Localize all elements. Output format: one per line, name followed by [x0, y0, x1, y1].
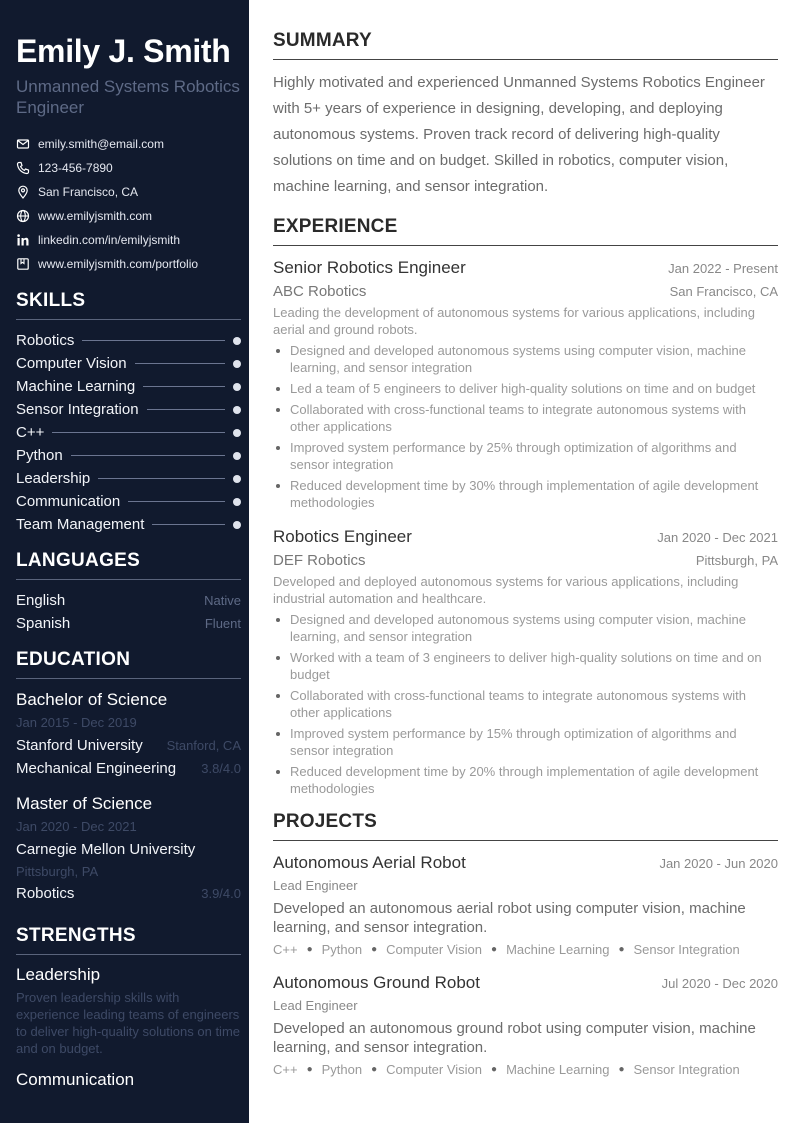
project-tag: Sensor Integration: [633, 1062, 740, 1077]
bullet-separator-icon: ●: [618, 1064, 625, 1075]
language-name: English: [16, 592, 66, 609]
education-heading: EDUCATION: [16, 649, 241, 679]
job-header: [273, 525, 778, 549]
job-location: San Francisco, CA: [669, 284, 778, 299]
main-content: [273, 30, 778, 1091]
skill-label: C++: [16, 424, 45, 441]
project-tag: C++: [273, 942, 298, 957]
project-item: [273, 971, 778, 1081]
project-tag: Computer Vision: [386, 942, 483, 957]
skill-dot: [233, 383, 241, 391]
education-school: Carnegie Mellon University: [16, 841, 196, 858]
job-title: Senior Robotics Engineer: [273, 258, 466, 277]
bullet-separator-icon: ●: [371, 1064, 378, 1075]
skill-dot: [233, 498, 241, 506]
skill-divider: [128, 501, 225, 502]
contact-portfolio-text: www.emilyjsmith.com/portfolio: [38, 257, 199, 271]
education-item: [16, 792, 241, 905]
portfolio-icon: [16, 257, 30, 271]
skills-list: [16, 329, 241, 536]
skill-item: [16, 398, 241, 421]
languages-list: [16, 589, 241, 635]
experience-item: [273, 256, 778, 511]
skill-label: Sensor Integration: [16, 401, 139, 418]
education-gpa: 3.8/4.0: [201, 761, 241, 776]
skill-item: [16, 444, 241, 467]
strength-title: Leadership: [16, 965, 101, 984]
job-bullet: Reduced development time by 20% through implementation of agile development methodologies: [273, 763, 778, 797]
education-item: [16, 688, 241, 780]
job-bullet: Led a team of 5 engineers to deliver high-quality solutions on time and on budget: [273, 380, 778, 397]
skill-label: Robotics: [16, 332, 75, 349]
bullet-separator-icon: ●: [306, 1064, 313, 1075]
job-description: Leading the development of autonomous systems for various applications, including aerial and ground robots.: [273, 305, 756, 337]
job-bullet: Worked with a team of 3 engineers to deliver high-quality solutions on time and on budget: [273, 649, 778, 683]
skill-divider: [152, 524, 225, 525]
experience-item: [273, 525, 778, 797]
strength-title: Communication: [16, 1070, 135, 1089]
project-tag: Python: [321, 942, 363, 957]
job-bullets: [273, 342, 778, 511]
project-description: Developed an autonomous ground robot using computer vision, machine learning, and sensor integration.: [273, 1020, 756, 1056]
languages-heading: LANGUAGES: [16, 550, 241, 580]
contact-phone[interactable]: [16, 156, 241, 180]
candidate-name: Emily J. Smith: [16, 33, 231, 69]
contact-location-text: San Francisco, CA: [38, 185, 139, 199]
skill-label: Computer Vision: [16, 355, 127, 372]
project-role: Lead Engineer: [273, 878, 358, 893]
strength-item: [16, 1069, 241, 1091]
education-location: Pittsburgh, PA: [16, 864, 99, 879]
project-role: Lead Engineer: [273, 998, 358, 1013]
skill-dot: [233, 360, 241, 368]
education-field: Robotics: [16, 885, 75, 902]
job-bullet: Improved system performance by 25% through optimization of algorithms and sensor integration: [273, 439, 778, 473]
skill-item: [16, 421, 241, 444]
job-bullet: Reduced development time by 30% through implementation of agile development methodologies: [273, 477, 778, 511]
contact-location: [16, 180, 241, 204]
education-dates: Jan 2015 - Dec 2019: [16, 715, 137, 730]
strength-item: [16, 964, 241, 1057]
contact-linkedin[interactable]: [16, 228, 241, 252]
skill-divider: [82, 340, 225, 341]
candidate-headline: Unmanned Systems Robotics Engineer: [16, 77, 240, 117]
contact-linkedin-text: linkedin.com/in/emilyjsmith: [38, 233, 181, 247]
skill-divider: [98, 478, 225, 479]
project-header: [273, 851, 778, 875]
language-level: Native: [204, 593, 241, 608]
job-bullets: [273, 611, 778, 797]
contact-phone-text: 123-456-7890: [38, 161, 113, 175]
education-degree: Bachelor of Science: [16, 690, 168, 709]
job-bullet: Collaborated with cross-functional teams to integrate autonomous systems with other applications: [273, 687, 778, 721]
language-item: [16, 589, 241, 612]
skill-divider: [71, 455, 225, 456]
globe-icon: [16, 209, 30, 223]
location-pin-icon: [16, 185, 30, 199]
strengths-heading: STRENGTHS: [16, 925, 241, 955]
job-bullet: Designed and developed autonomous systems using computer vision, machine learning, and sensor integration: [273, 611, 778, 645]
bullet-separator-icon: ●: [371, 944, 378, 955]
summary-heading: SUMMARY: [273, 30, 778, 60]
projects-heading: PROJECTS: [273, 811, 778, 841]
skill-item: [16, 467, 241, 490]
skill-divider: [52, 432, 225, 433]
skill-item: [16, 513, 241, 536]
project-dates: Jan 2020 - Jun 2020: [659, 856, 778, 871]
summary-text: Highly motivated and experienced Unmanned Systems Robotics Engineer with 5+ years of experience in designing, developing, and deploying autonomous systems. Proven track record of delivering high-quality solutions on time and on budget. Skilled in robotics, computer vision, machine learning, and sensor integration.: [273, 74, 765, 195]
education-school-row: [16, 838, 241, 861]
project-tag: C++: [273, 1062, 298, 1077]
job-header: [273, 256, 778, 280]
project-dates: Jul 2020 - Dec 2020: [661, 976, 778, 991]
education-degree: Master of Science: [16, 794, 153, 813]
bullet-separator-icon: ●: [618, 944, 625, 955]
job-description: Developed and deployed autonomous systems for various applications, including industrial automation and healthcare.: [273, 574, 739, 606]
job-bullet: Collaborated with cross-functional teams to integrate autonomous systems with other applications: [273, 401, 778, 435]
job-company: ABC Robotics: [273, 283, 367, 300]
experience-heading: EXPERIENCE: [273, 216, 778, 246]
job-company-row: [273, 549, 778, 573]
project-description: Developed an autonomous aerial robot using computer vision, machine learning, and sensor integration.: [273, 900, 746, 936]
project-title: Autonomous Ground Robot: [273, 973, 480, 992]
skill-divider: [147, 409, 225, 410]
job-dates: Jan 2020 - Dec 2021: [657, 530, 778, 545]
skill-item: [16, 375, 241, 398]
bullet-separator-icon: ●: [491, 1064, 498, 1075]
project-tags: [273, 1059, 778, 1081]
job-location: Pittsburgh, PA: [695, 553, 778, 568]
education-gpa: 3.9/4.0: [201, 886, 241, 901]
project-tags: [273, 939, 778, 961]
skill-label: Team Management: [16, 516, 145, 533]
skill-divider: [143, 386, 225, 387]
skill-label: Machine Learning: [16, 378, 136, 395]
education-school: Stanford University: [16, 737, 143, 754]
job-company: DEF Robotics: [273, 552, 366, 569]
skill-label: Leadership: [16, 470, 91, 487]
project-tag: Python: [321, 1062, 363, 1077]
skill-dot: [233, 521, 241, 529]
phone-icon: [16, 161, 30, 175]
skill-dot: [233, 337, 241, 345]
contact-email-text: emily.smith@email.com: [38, 137, 164, 151]
skill-label: Communication: [16, 493, 121, 510]
language-name: Spanish: [16, 615, 71, 632]
job-bullet: Improved system performance by 15% through optimization of algorithms and sensor integration: [273, 725, 778, 759]
skill-item: [16, 490, 241, 513]
skills-heading: SKILLS: [16, 290, 241, 320]
education-location: Stanford, CA: [166, 738, 241, 753]
linkedin-icon: [16, 233, 30, 247]
contact-website-text: www.emilyjsmith.com: [38, 209, 153, 223]
skill-divider: [135, 363, 225, 364]
education-school-row: [16, 734, 241, 757]
skill-item: [16, 329, 241, 352]
contact-email[interactable]: [16, 132, 241, 156]
contact-website[interactable]: [16, 204, 241, 228]
contact-portfolio[interactable]: [16, 252, 241, 276]
project-tag: Machine Learning: [506, 1062, 610, 1077]
contact-list: [16, 132, 241, 276]
language-item: [16, 612, 241, 635]
education-dates: Jan 2020 - Dec 2021: [16, 819, 137, 834]
project-header: [273, 971, 778, 995]
email-icon: [16, 137, 30, 151]
bullet-separator-icon: ●: [306, 944, 313, 955]
bullet-separator-icon: ●: [491, 944, 498, 955]
job-company-row: [273, 280, 778, 304]
job-bullet: Designed and developed autonomous systems using computer vision, machine learning, and sensor integration: [273, 342, 778, 376]
language-level: Fluent: [204, 616, 241, 631]
job-dates: Jan 2022 - Present: [668, 261, 778, 276]
project-tag: Machine Learning: [506, 942, 610, 957]
job-title: Robotics Engineer: [273, 527, 412, 546]
project-tag: Sensor Integration: [633, 942, 740, 957]
skill-dot: [233, 475, 241, 483]
skill-label: Python: [16, 447, 63, 464]
project-title: Autonomous Aerial Robot: [273, 853, 466, 872]
education-field-row: [16, 882, 241, 905]
skill-item: [16, 352, 241, 375]
project-item: [273, 851, 778, 961]
sidebar: [0, 0, 249, 1123]
skill-dot: [233, 429, 241, 437]
education-field: Mechanical Engineering: [16, 760, 177, 777]
skill-dot: [233, 452, 241, 460]
strength-description: Proven leadership skills with experience leading teams of engineers to deliver high-quality solutions on time and on budget.: [16, 990, 241, 1056]
skill-dot: [233, 406, 241, 414]
education-field-row: [16, 757, 241, 780]
project-tag: Computer Vision: [386, 1062, 483, 1077]
